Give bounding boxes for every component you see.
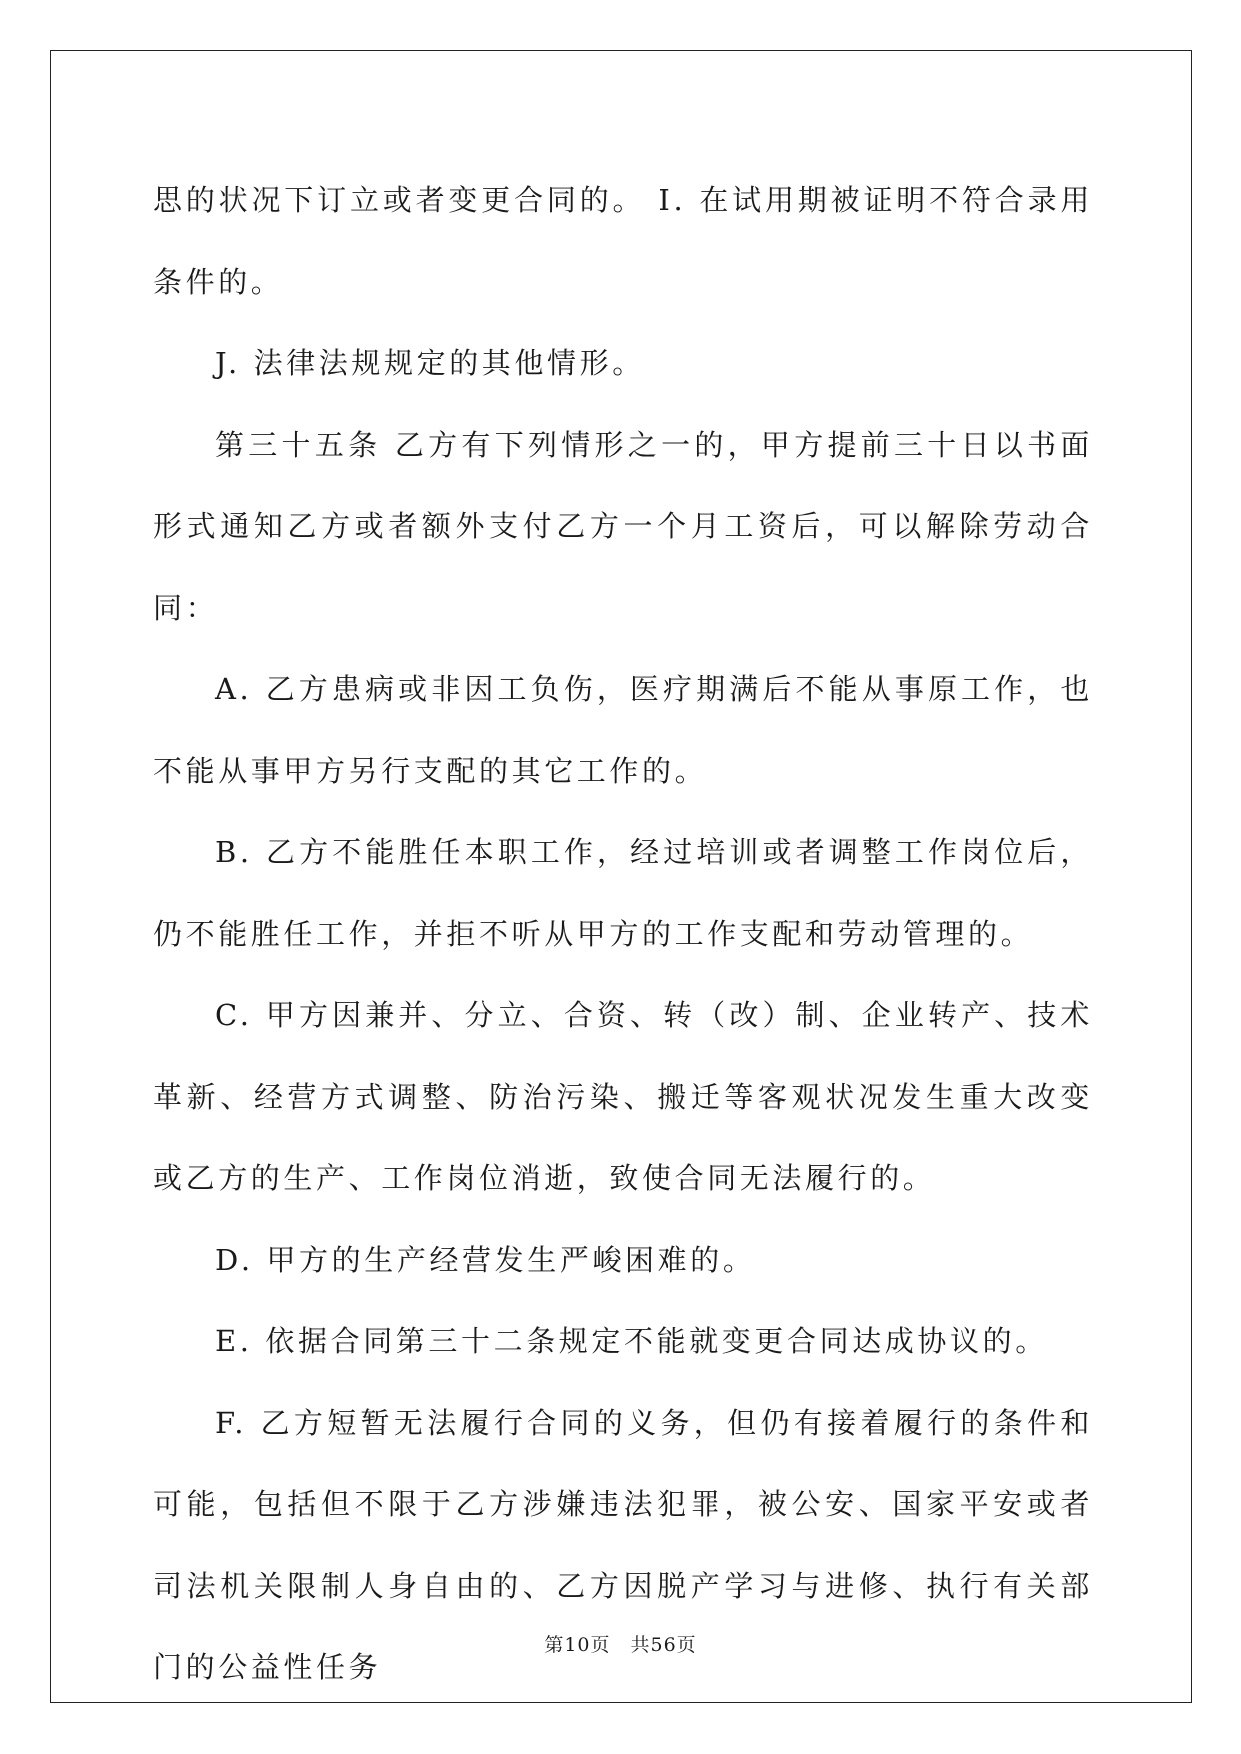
paragraph-8: E. 依据合同第三十二条规定不能就变更合同达成协议的。	[215, 1324, 1048, 1358]
paragraph-6: C. 甲方因兼并、分立、合资、转（改）制、企业转产、技术革新、经营方式调整、防治污染、搬迁等客观状况发生重大改变或乙方的生产、工作岗位消逝，致使合同无法履行的。	[153, 998, 1093, 1195]
paragraph-5: B. 乙方不能胜任本职工作，经过培训或者调整工作岗位后，仍不能胜任工作，并拒不听从甲方的工作支配和劳动管理的。	[153, 835, 1093, 951]
page-number-footer: 第10页 共56页	[544, 1634, 697, 1656]
document-body	[153, 160, 1093, 1709]
paragraph-7: D. 甲方的生产经营发生严峻困难的。	[215, 1242, 756, 1277]
paragraph-9: F. 乙方短暂无法履行合同的义务，但仍有接着履行的条件和可能，包括但不限于乙方涉嫌违法犯罪，被公安、国家平安或者司法机关限制人身自由的、乙方因脱产学习与进修、执行有关部门的公益性任务	[153, 1405, 1093, 1684]
paragraph-3: 第三十五条 乙方有下列情形之一的，甲方提前三十日以书面形式通知乙方或者额外支付乙方一个月工资后，可以解除劳动合同：	[153, 427, 1093, 625]
paragraph-4: A. 乙方患病或非因工负伤，医疗期满后不能从事原工作，也不能从事甲方另行支配的其它工作的。	[153, 672, 1093, 788]
paragraph-1: 思的状况下订立或者变更合同的。 I. 在试用期被证明不符合录用条件的。	[153, 183, 1093, 299]
paragraph-2: J. 法律法规规定的其他情形。	[215, 346, 645, 380]
